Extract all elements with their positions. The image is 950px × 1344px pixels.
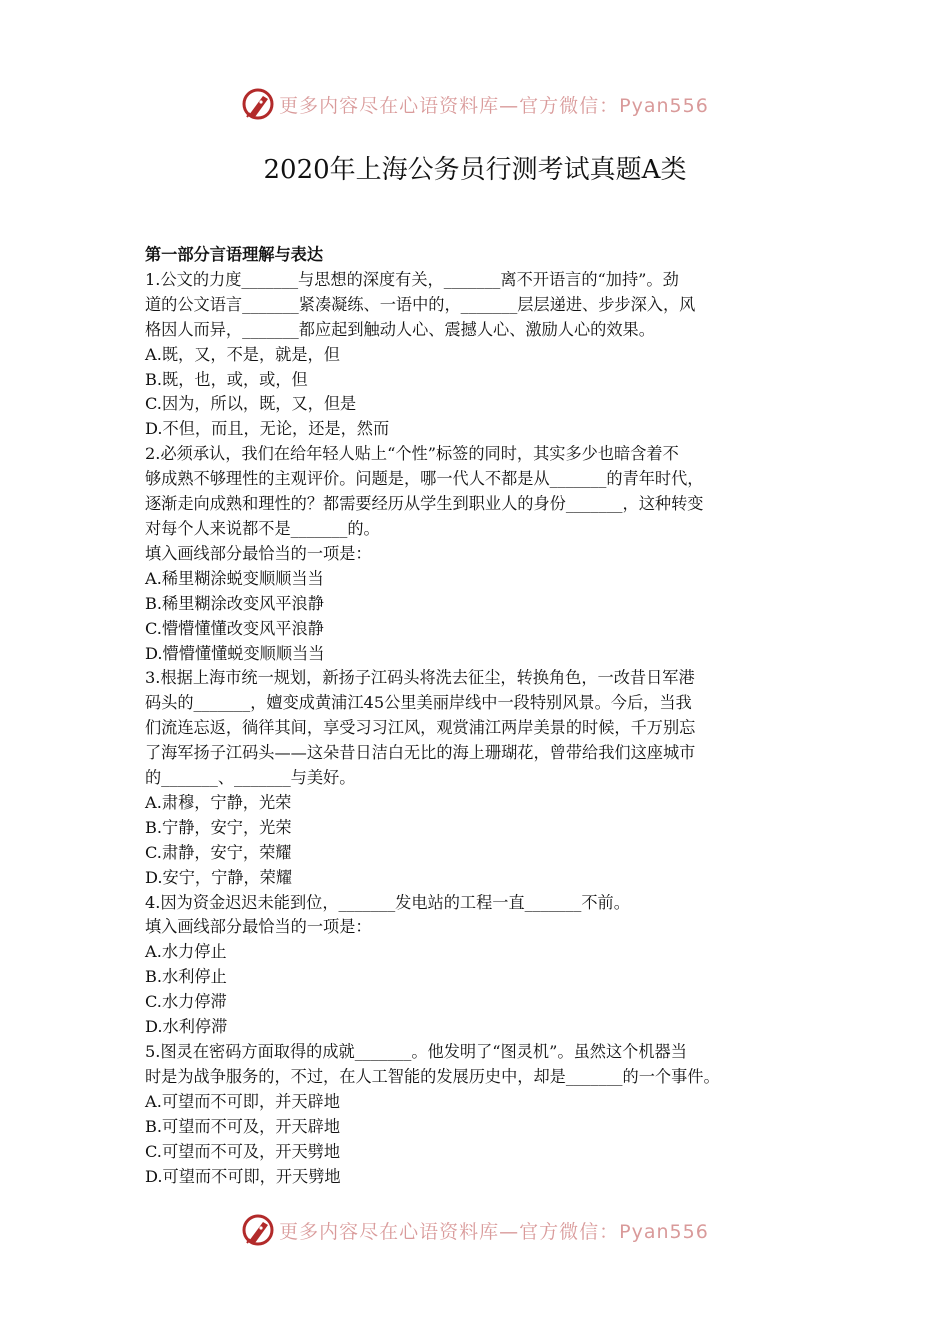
- question-text-line: 对每个人来说都不是_______的。: [145, 518, 380, 538]
- answer-option-c: C.因为，所以，既，又，但是: [145, 394, 357, 414]
- question-text-line: 1.公文的力度_______与思想的深度有关，_______离不开语言的“加持”。劲: [145, 269, 679, 289]
- question-text-line: 格因人而异，_______都应起到触动人心、震撼人心、激励人心的效果。: [145, 319, 655, 339]
- question-text-line: 2.必须承认，我们在给年轻人贴上“个性”标签的同时，其实多少也暗含着不: [145, 444, 679, 464]
- question-2: [145, 442, 810, 666]
- question-text-line: 3.根据上海市统一规划，新扬子江码头将洗去征尘，转换角色，一改昔日军港: [145, 668, 695, 688]
- question-text-line: 们流连忘返，徜徉其间，享受习习江风，观赏浦江两岸美景的时候，千万别忘: [145, 718, 696, 738]
- answer-option-c: C.水力停滞: [145, 992, 227, 1012]
- answer-option-d: D.可望而不可即，开天劈地: [145, 1166, 341, 1186]
- answer-option-b: B.水利停止: [145, 967, 227, 987]
- answer-option-d: D.不但，而且，无论，还是，然而: [145, 419, 390, 439]
- answer-option-b: B.稀里糊涂改变风平浪静: [145, 593, 324, 613]
- answer-option-a: A.水力停止: [145, 942, 227, 962]
- question-text-line: 4.因为资金迟迟未能到位，_______发电站的工程一直_______不前。: [145, 892, 630, 912]
- answer-option-c: C.肃静，安宁，荣耀: [145, 842, 292, 862]
- answer-option-d: D.水利停滞: [145, 1017, 228, 1037]
- answer-option-a: A.稀里糊涂蜕变顺顺当当: [145, 568, 324, 588]
- answer-option-a: A.既，又，不是，就是，但: [145, 344, 340, 364]
- question-text-line: 了海军扬子江码头——这朵昔日洁白无比的海上珊瑚花，曾带给我们这座城市: [145, 743, 696, 763]
- footer-watermark: [0, 1210, 950, 1250]
- pen-nib-logo-icon: [241, 1213, 275, 1247]
- question-instruction: 填入画线部分最恰当的一项是：: [145, 543, 372, 563]
- answer-option-d: D.安宁，宁静，荣耀: [145, 867, 293, 887]
- question-text-line: 的_______、_______与美好。: [145, 768, 356, 788]
- answer-option-b: B.可望而不可及，开天辟地: [145, 1116, 341, 1136]
- answer-option-b: B.既，也，或，或，但: [145, 369, 308, 389]
- question-instruction: 填入画线部分最恰当的一项是：: [145, 917, 372, 937]
- header-watermark: [0, 84, 950, 124]
- question-text-line: 5.图灵在密码方面取得的成就_______。他发明了“图灵机”。虽然这个机器当: [145, 1042, 687, 1061]
- question-3: [145, 666, 810, 890]
- question-text-line: 码头的_______，嬗变成黄浦江45公里美丽岸线中一段特别风景。今后，当我: [145, 693, 692, 713]
- answer-option-c: C.懵懵懂懂改变风平浪静: [145, 618, 324, 638]
- question-text-line: 够成熟不够理性的主观评价。问题是，哪一代人不都是从_______的青年时代，: [145, 469, 704, 489]
- answer-option-a: A.肃穆，宁静，光荣: [145, 792, 292, 812]
- answer-option-a: A.可望而不可即，并天辟地: [145, 1091, 340, 1111]
- answer-option-d: D.懵懵懂懂蜕变顺顺当当: [145, 643, 325, 663]
- question-text-line: 道的公文语言_______紧凑凝练、一语中的，_______层层递进、步步深入，风: [145, 294, 696, 314]
- answer-option-b: B.宁静，安宁，光荣: [145, 817, 292, 837]
- question-5: [145, 1040, 810, 1189]
- answer-option-c: C.可望而不可及，开天劈地: [145, 1141, 341, 1161]
- question-4: [145, 891, 810, 1040]
- document-body: [145, 243, 810, 1189]
- question-text-line: 时是为战争服务的，不过，在人工智能的发展历史中，却是_______的一个事件。: [145, 1066, 720, 1086]
- pen-nib-logo-icon: [241, 87, 275, 121]
- watermark-text: 更多内容尽在心语资料库—官方微信：Pyan556: [279, 1220, 709, 1243]
- document-title: 2020年上海公务员行测考试真题A类: [263, 155, 687, 185]
- question-text-line: 逐渐走向成熟和理性的？都需要经历从学生到职业人的身份_______，这种转变: [145, 494, 704, 514]
- watermark-text: 更多内容尽在心语资料库—官方微信：Pyan556: [279, 94, 709, 117]
- section-heading: 第一部分言语理解与表达: [145, 245, 324, 264]
- question-1: [145, 268, 810, 442]
